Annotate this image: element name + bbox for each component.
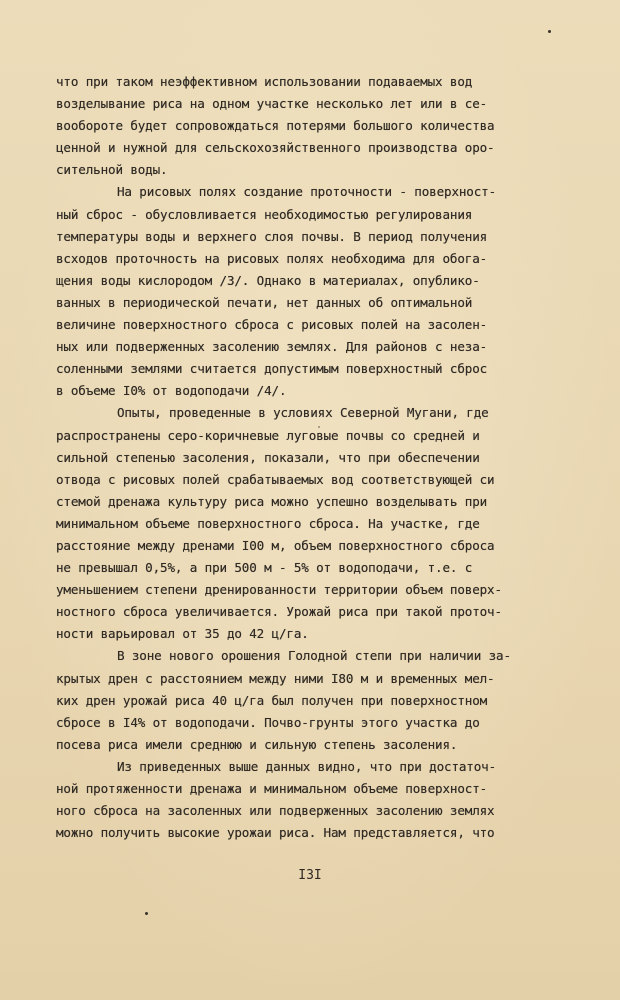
text-line: величине поверхностного сброса с рисовых полей на засолен-: [56, 317, 488, 333]
text-line: в объеме I0% от водоподачи /4/.: [56, 383, 287, 399]
text-line: отвода с рисовых полей срабатываемых вод соответствующей си: [56, 471, 495, 487]
text-line: ценной и нужной для сельскохозяйственного производства оро-: [56, 140, 495, 156]
text-line: ванных в периодической печати, нет данных об оптимальной: [56, 294, 473, 310]
text-line: ных или подверженных засолению землях. Для районов с неза-: [56, 339, 488, 355]
text-line: сбросе в I4% от водоподачи. Почво-грунты этого участка до: [56, 714, 480, 730]
text-line: ный сброс - обусловливается необходимостью регулирования: [56, 206, 473, 222]
text-line: сильной степенью засоления, показали, что при обеспечении: [56, 449, 480, 465]
text-line: уменьшением степени дренированности территории объем поверх-: [56, 582, 502, 598]
text-line: вообороте будет сопровождаться потерями большого количества: [56, 118, 495, 134]
text-line: стемой дренажа культуру риса можно успешно возделывать при: [56, 493, 488, 509]
text-line: всходов проточность на рисовых полях необходима для обога-: [56, 250, 488, 266]
text-line: ностного сброса увеличивается. Урожай риса при такой проточ-: [56, 604, 502, 620]
text-line: температуры воды и верхнего слоя почвы. В период получения: [56, 228, 488, 244]
text-line: не превышал 0,5%, а при 500 м - 5% от водоподачи, т.е. с: [56, 560, 473, 576]
text-line: соленными землями считается допустимым поверхностный сброс: [56, 361, 488, 377]
paragraph-start-line: Из приведенных выше данных видно, что при достаточ-: [117, 758, 497, 774]
paper-speck: [318, 426, 320, 428]
text-line: ности варьировал от 35 до 42 ц/га.: [56, 626, 309, 642]
text-line: крытых дрен с расстоянием между ними I80 м и временных мел-: [56, 670, 495, 686]
text-line: ной протяженности дренажа и минимальном объеме поверхност-: [56, 781, 488, 796]
text-line: щения воды кислородом /3/. Однако в материалах, опублико-: [56, 272, 480, 288]
text-line: посева риса имели среднюю и сильную степень засоления.: [56, 736, 458, 752]
text-line: что при таком неэффективном использовании подаваемых вод: [56, 74, 473, 89]
paragraph-start-line: На рисовых полях создание проточности - поверхност-: [117, 184, 497, 200]
text-line: распространены серо-коричневые луговые почвы со средней и: [56, 427, 480, 443]
paragraph-start-line: В зоне нового орошения Голодной степи при наличии за-: [117, 648, 511, 664]
text-line: ких дрен урожай риса 40 ц/га был получен при поверхностном: [56, 692, 488, 708]
page-number: I3I: [298, 868, 322, 883]
text-line: ного сброса на засоленных или подверженных засолению землях: [56, 803, 495, 819]
text-line: сительной воды.: [56, 162, 168, 178]
body-text: [56, 71, 556, 844]
text-line: расстояние между дренами I00 м, объем поверхностного сброса: [56, 537, 495, 553]
paper-speck: [548, 30, 551, 33]
paragraph-start-line: Опыты, проведенные в условиях Северной Мугани, где: [117, 405, 489, 421]
text-line: можно получить высокие урожаи риса. Нам представляется, что: [56, 825, 495, 841]
paper-speck: [145, 912, 148, 915]
text-line: возделывание риса на одном участке несколько лет или в се-: [56, 96, 488, 112]
text-line: минимальном объеме поверхностного сброса. На участке, где: [56, 515, 480, 531]
